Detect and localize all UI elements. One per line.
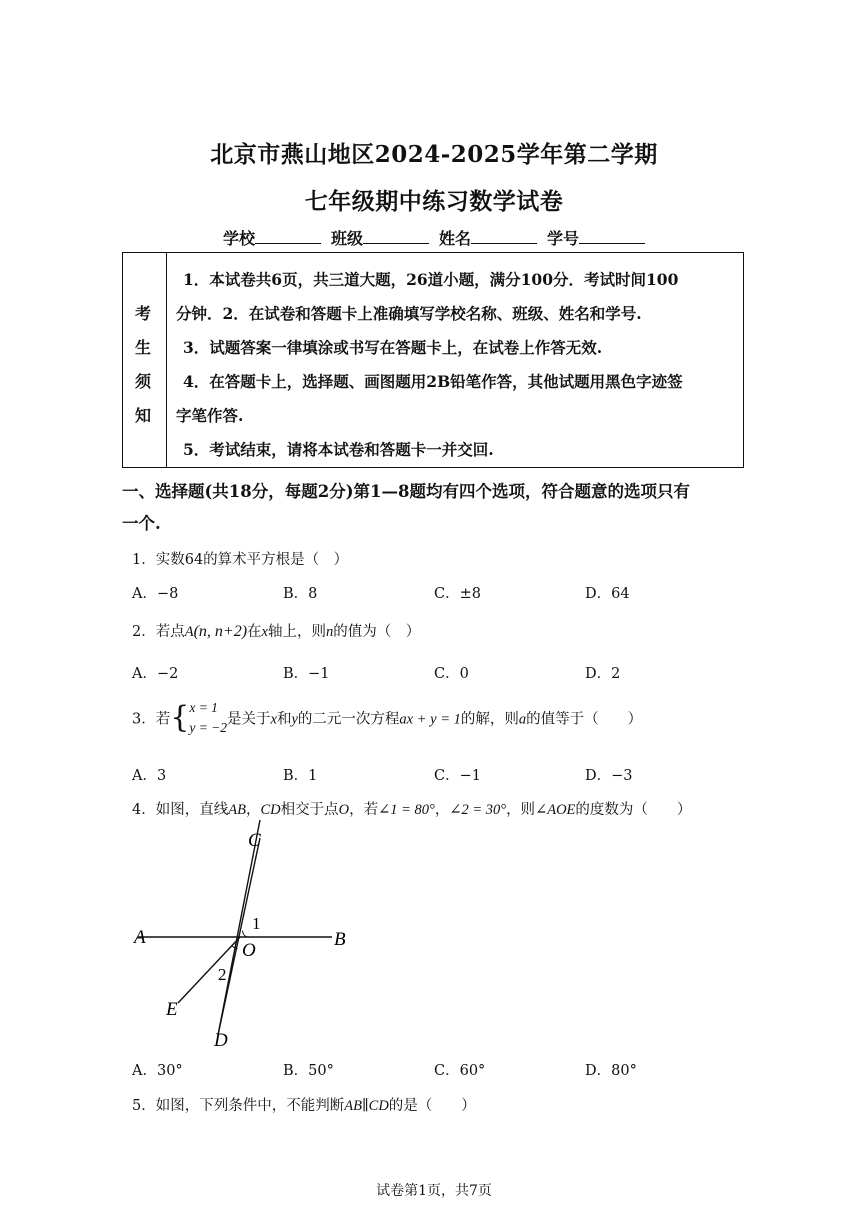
q4-label-e: E — [166, 999, 178, 1020]
q2-point: A — [184, 624, 194, 640]
q1-option-b: B．8 — [283, 586, 318, 602]
notice-line: 字笔作答. — [176, 406, 244, 425]
q5-text: 的是（ ） — [388, 1098, 476, 1114]
q1-option-c: C．±8 — [434, 586, 481, 602]
q3-equation: ax + y = 1 — [399, 711, 461, 728]
q2-option-d: D．2 — [585, 666, 621, 682]
q3-option-b: B．1 — [283, 768, 318, 784]
notice-label-char: 考 — [135, 304, 152, 323]
q3-brace: { — [170, 700, 190, 735]
q4-text: ， — [245, 802, 261, 818]
q3-text: 的二元一次方程 — [297, 711, 400, 728]
student-info-fields — [0, 226, 868, 249]
q2-text: 2．若点 — [132, 624, 185, 640]
q4-angle1-arc — [243, 931, 247, 937]
field-school-label: 学校 — [222, 229, 255, 248]
exam-title-line2: 七年级期中练习数学试卷 — [304, 188, 564, 215]
field-id-blank[interactable] — [579, 228, 645, 244]
q4-point: O — [338, 802, 350, 818]
notice-label-column — [123, 253, 167, 467]
q3-option-c: C．−1 — [434, 768, 481, 784]
q4-line: CD — [260, 802, 281, 818]
notice-line: 3．试题答案一律填涂或书写在答题卡上，在试卷上作答无效. — [183, 338, 603, 357]
q3-text: 的解，则 — [460, 711, 519, 728]
q2-coords: (n, n+2) — [193, 623, 248, 640]
q4-text: 的度数为（ ） — [575, 802, 692, 818]
q4-figure — [120, 820, 360, 1055]
q4-label-d: D — [214, 1030, 228, 1051]
q5-text: 5．如图，下列条件中，不能判断 — [132, 1098, 345, 1114]
q3-system — [189, 698, 227, 738]
q4-text: ， — [434, 802, 450, 818]
notice-label-char: 生 — [135, 338, 152, 357]
q2-option-a: A．−2 — [132, 666, 179, 682]
notice-label-char: 知 — [135, 406, 152, 425]
q2-var: n — [325, 624, 334, 640]
section1-heading: 一、选择题(共18分，每题2分)第1—8题均有四个选项，符合题意的选项只有 — [122, 482, 691, 501]
notice-line: 5．考试结束，请将本试卷和答题卡一并交回. — [183, 440, 494, 459]
q3-text: 的值等于（ ） — [526, 711, 643, 728]
q2-text: 的值为（ ） — [333, 624, 421, 640]
q4-condition: ∠1 = 80° — [378, 802, 435, 818]
notice-line: 1．本试卷共6页，共三道大题，26道小题，满分100分．考试时间100 — [183, 270, 679, 289]
q3-text: 和 — [276, 711, 292, 728]
q2-var: x — [261, 624, 268, 640]
q1-stem: 1．实数64的算术平方根是（ ） — [132, 552, 349, 568]
q2-text: 轴上，则 — [267, 624, 326, 640]
q4-label-angle1: 1 — [252, 914, 261, 933]
notice-line: 分钟．2．在试卷和答题卡上准确填写学校名称、班级、姓名和学号. — [176, 304, 642, 323]
q3-var: x — [270, 711, 277, 728]
q4-label-c: C — [248, 830, 261, 851]
q2-stem — [132, 620, 420, 641]
q4-label-a: A — [134, 927, 146, 948]
q3-var: a — [518, 711, 527, 728]
exam-title-line1: 北京市燕山地区2024-2025学年第二学期 — [210, 141, 658, 168]
notice-body — [175, 263, 741, 467]
field-id-label: 学号 — [547, 229, 580, 248]
q4-label-o: O — [242, 940, 256, 961]
q3-rest — [227, 712, 642, 728]
section1-heading-cont: 一个. — [122, 514, 161, 533]
field-name-blank[interactable] — [471, 228, 537, 244]
q3-option-d: D．−3 — [585, 768, 633, 784]
q4-text: ，若 — [349, 802, 379, 818]
q4-label-b: B — [334, 929, 346, 950]
q2-text: 在 — [247, 624, 262, 640]
q4-option-b: B．50° — [283, 1063, 334, 1079]
exam-notice-box — [122, 252, 744, 468]
q3-stem — [132, 698, 642, 738]
q2-option-b: B．−1 — [283, 666, 330, 682]
q4-line: AB — [228, 802, 246, 818]
q1-option-d: D．64 — [585, 586, 630, 602]
q2-option-c: C．0 — [434, 666, 469, 682]
q5-relation: AB∥CD — [344, 1098, 389, 1114]
notice-line: 4．在答题卡上，选择题、画图题用2B铅笔作答，其他试题用黑色字迹签 — [183, 372, 683, 391]
q4-condition: ∠2 = 30° — [449, 802, 507, 818]
q4-option-a: A．30° — [132, 1063, 183, 1079]
q1-option-a: A．−8 — [132, 586, 179, 602]
q4-option-d: D．80° — [585, 1063, 637, 1079]
field-class-blank[interactable] — [363, 228, 429, 244]
q4-stem — [132, 798, 691, 819]
q4-text: ，则 — [506, 802, 536, 818]
q4-option-c: C．60° — [434, 1063, 486, 1079]
q4-target: ∠AOE — [535, 802, 576, 818]
q3-var: y — [291, 711, 298, 728]
q4-label-angle2: 2 — [218, 965, 227, 984]
q5-stem — [132, 1094, 476, 1115]
q3-system-line: x = 1 — [189, 700, 218, 715]
field-class-label: 班级 — [330, 229, 363, 248]
page-footer: 试卷第1页，共7页 — [376, 1183, 492, 1199]
q3-system-line: y = −2 — [189, 720, 228, 735]
q4-text: 相交于点 — [280, 802, 339, 818]
field-name-label: 姓名 — [439, 229, 472, 248]
q3-text: 3．若 — [132, 711, 171, 728]
field-school-blank[interactable] — [255, 228, 321, 244]
q4-text: 4．如图，直线 — [132, 802, 229, 818]
q3-option-a: A．3 — [132, 768, 167, 784]
notice-label-char: 须 — [135, 372, 152, 391]
q3-text: 是关于 — [227, 711, 271, 728]
